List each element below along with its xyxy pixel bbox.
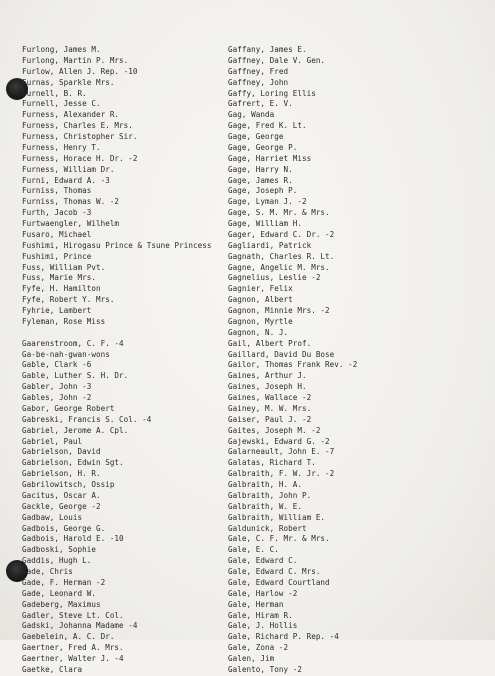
name-entry: Fuss, Marie Mrs. <box>22 273 96 283</box>
name-entry: Gaffy, Loring Ellis <box>228 88 316 98</box>
name-entry: Gale, Edward Courtland <box>228 577 330 587</box>
name-entry: Gabrielson, Edwin Sgt. <box>22 458 124 468</box>
name-entry: Gabriel, Jerome A. Cpl. <box>22 425 129 435</box>
name-entry: Furnas, Sparkle Mrs. <box>22 77 115 87</box>
name-entry: Gaffney, Fred <box>228 66 289 76</box>
name-entry: Gaetke, Clara <box>22 664 83 674</box>
name-entry: Gage, Fred K. Lt. <box>228 121 307 131</box>
name-entry: Gaffney, John <box>228 77 289 87</box>
name-entry: Gale, C. F. Mr. & Mrs. <box>228 534 330 544</box>
name-entry: Galbraith, H. A. <box>228 480 302 489</box>
name-entry: Fushimi, Prince <box>22 251 92 261</box>
name-entry: Gagliardi, Patrick <box>228 240 312 250</box>
name-entry: Furni, Edward A. -3 <box>22 175 110 185</box>
name-entry: Furness, Henry T. <box>22 142 101 152</box>
name-entry: Gagnon, Minnie Mrs. -2 <box>228 306 330 315</box>
name-entry: Gade, Leonard W. <box>22 588 96 598</box>
name-entry: Galbraith, John P. <box>228 490 312 500</box>
right-column-entries <box>228 45 357 676</box>
name-entry: Gage, Joseph P. <box>228 186 298 196</box>
name-entry: Gagnath, Charles R. Lt. <box>228 251 335 261</box>
name-entry: Gadboski, Sophie <box>22 545 96 555</box>
name-entry: Fushimi, Hirogasu Prince & Tsune Princess <box>22 240 212 250</box>
name-entry: Fusaro, Michael <box>22 229 92 239</box>
name-entry: Galen, Jim <box>228 654 275 663</box>
name-entry: Gadbois, George G. <box>22 523 106 533</box>
name-entry: Gaiser, Paul J. -2 <box>228 414 312 424</box>
left-column-group-g <box>22 339 212 676</box>
name-entry: Gabrilowitsch, Ossip <box>22 480 115 489</box>
name-entry: Gaillard, David Du Bose <box>228 349 335 359</box>
name-entry: Furness, Christopher Sir. <box>22 132 138 141</box>
name-entry: Galento, Tony -2 <box>228 664 302 674</box>
right-column <box>228 45 357 676</box>
name-entry: Gabriel, Paul <box>22 436 83 446</box>
name-entry: Ga-be-nah-gwan-wons <box>22 349 110 359</box>
name-entry: Furlong, James M. <box>22 45 101 54</box>
name-entry: Gaines, Wallace -2 <box>228 393 312 402</box>
name-entry: Gaines, Arthur J. <box>228 371 307 381</box>
name-entry: Gackle, George -2 <box>22 501 101 511</box>
name-entry: Gafrert, E. V. <box>228 99 293 109</box>
name-entry: Gacitus, Oscar A. <box>22 490 101 500</box>
name-entry: Furness, Horace H. Dr. -2 <box>22 153 138 163</box>
name-entry: Furtwaengler, Wilhelm <box>22 219 120 228</box>
name-entry: Galdunick, Robert <box>228 523 307 533</box>
name-entry: Gale, J. Hollis <box>228 621 298 631</box>
left-column <box>22 45 212 676</box>
name-entry: Gaffney, Dale V. Gen. <box>228 55 326 65</box>
name-entry: Furnell, B. R. <box>22 88 87 98</box>
name-entry: Gabreski, Francis S. Col. -4 <box>22 414 152 424</box>
name-entry: Fyfe, H. Hamilton <box>22 284 101 294</box>
name-entry: Gabler, John -3 <box>22 382 92 392</box>
name-entry: Gaebelein, A. C. Dr. <box>22 632 115 642</box>
name-entry: Furniss, Thomas <box>22 186 92 196</box>
name-entry: Furniss, Thomas W. -2 <box>22 197 120 207</box>
name-entry: Gajewski, Edward G. -2 <box>228 436 330 446</box>
name-entry: Galatas, Richard T. <box>228 458 316 468</box>
name-entry: Gale, Herman <box>228 599 284 609</box>
name-entry: Gable, Clark -6 <box>22 360 92 370</box>
name-entry: Gagnelius, Leslie -2 <box>228 273 321 283</box>
name-entry: Galbraith, F. W. Jr. -2 <box>228 469 335 479</box>
name-entry: Gadbaw, Louis <box>22 512 83 522</box>
name-entry: Gale, Edward C. <box>228 556 298 566</box>
name-entry: Gage, Harriet Miss <box>228 153 312 163</box>
name-entry: Furness, Charles E. Mrs. <box>22 121 133 131</box>
name-entry: Gale, Zona -2 <box>228 643 289 653</box>
name-entry: Furnell, Jesse C. <box>22 99 101 109</box>
name-entry: Gage, Lyman J. -2 <box>228 197 307 207</box>
name-entry: Gaines, Joseph H. <box>228 382 307 392</box>
name-entry: Gag, Wanda <box>228 110 275 120</box>
name-entry: Gadler, Steve Lt. Col. <box>22 610 124 620</box>
name-entry: Gagnier, Felix <box>228 284 293 294</box>
name-entry: Gaites, Joseph M. -2 <box>228 425 321 435</box>
name-entry: Gale, Richard P. Rep. -4 <box>228 632 339 642</box>
name-entry: Gail, Albert Prof. <box>228 338 312 348</box>
name-entry: Gade, F. Herman -2 <box>22 577 106 587</box>
name-entry: Gable, Luther S. H. Dr. <box>22 371 129 381</box>
name-entry: Gaffany, James E. <box>228 45 307 54</box>
name-entry: Gaertner, Fred A. Mrs. <box>22 643 124 653</box>
name-entry: Gailor, Thomas Frank Rev. -2 <box>228 360 358 370</box>
name-entry: Gager, Edward C. Dr. -2 <box>228 229 335 239</box>
name-entry: Gaertner, Walter J. -4 <box>22 654 124 663</box>
name-entry: Gage, James R. <box>228 175 293 185</box>
name-entry: Gale, E. C. <box>228 545 279 555</box>
name-entry: Gables, John -2 <box>22 393 92 402</box>
name-entry: Furth, Jacob -3 <box>22 208 92 218</box>
name-entry: Gade, Chris <box>22 567 73 576</box>
name-entry: Fyfe, Robert Y. Mrs. <box>22 295 115 305</box>
name-entry: Gage, George P. <box>228 142 298 152</box>
name-entry: Gale, Hiram R. <box>228 610 293 620</box>
name-entry: Galbraith, William E. <box>228 512 326 522</box>
name-entry: Gabrielson, David <box>22 447 101 457</box>
name-entry: Gaddis, Hugh L. <box>22 556 92 566</box>
name-entry: Gagnon, N. J. <box>228 327 289 337</box>
left-column-group-f <box>22 45 212 328</box>
name-entry: Gabor, George Robert <box>22 403 115 413</box>
name-entry: Furness, Alexander R. <box>22 110 120 120</box>
name-entry: Furlong, Martin P. Mrs. <box>22 55 129 65</box>
name-entry: Gabrielson, H. R. <box>22 469 101 479</box>
name-entry: Gadeberg, Maximus <box>22 599 101 609</box>
name-entry: Gage, George <box>228 132 284 141</box>
name-entry: Galbraith, W. E. <box>228 501 302 511</box>
name-entry: Gagnon, Myrtle <box>228 316 293 326</box>
name-entry: Furlow, Allen J. Rep. -10 <box>22 66 138 76</box>
name-entry: Fyhrie, Lambert <box>22 306 92 315</box>
name-entry: Furness, William Dr. <box>22 164 115 174</box>
name-entry: Gale, Edward C. Mrs. <box>228 567 321 576</box>
name-entry: Gaarenstroom, C. F. -4 <box>22 338 124 348</box>
group-gap <box>22 328 212 339</box>
name-entry: Fuss, William Pvt. <box>22 262 106 272</box>
name-entry: Gage, S. M. Mr. & Mrs. <box>228 208 330 218</box>
name-entry: Gale, Harlow -2 <box>228 588 298 598</box>
name-entry: Gainey, M. W. Mrs. <box>228 403 312 413</box>
name-entry: Gage, William H. <box>228 219 302 228</box>
name-entry: Gadbois, Harold E. -10 <box>22 534 124 544</box>
name-entry: Fyleman, Rose Miss <box>22 316 106 326</box>
name-entry: Galarneault, John E. -7 <box>228 447 335 457</box>
name-entry: Gage, Harry N. <box>228 164 293 174</box>
name-entry: Gagne, Angelic M. Mrs. <box>228 262 330 272</box>
name-entry: Gadski, Johanna Madame -4 <box>22 621 138 631</box>
name-entry: Gagnon, Albert <box>228 295 293 305</box>
